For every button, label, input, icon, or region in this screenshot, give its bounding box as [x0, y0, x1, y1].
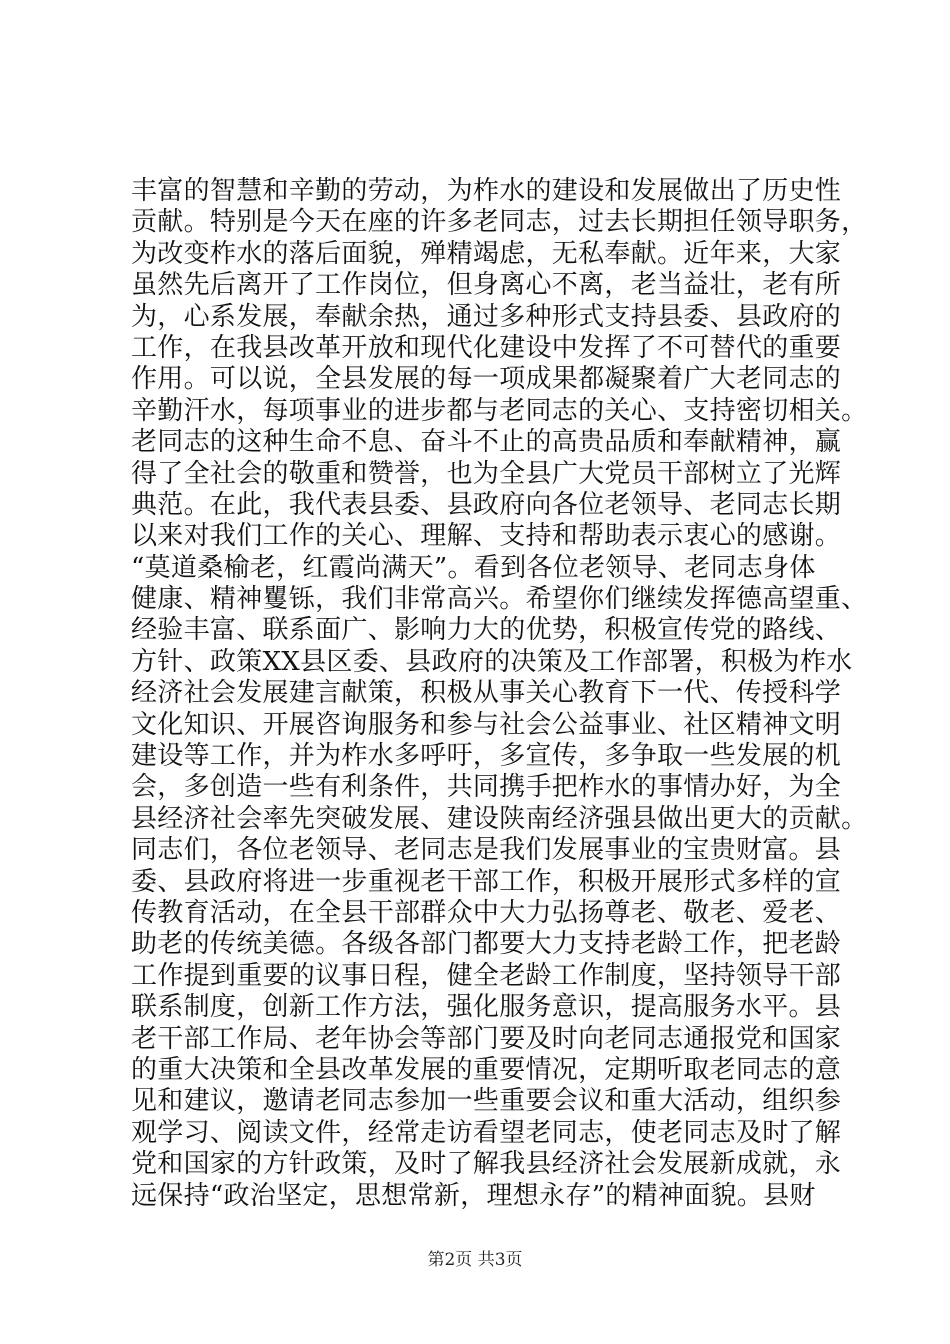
page-number-footer: 第2页 共3页: [427, 1250, 523, 1270]
text-line: 老干部工作局、老年协会等部门要及时向老同志通报党和国家: [131, 1023, 842, 1054]
text-line: 联系制度，创新工作方法，强化服务意识，提高服务水平。县: [131, 992, 842, 1023]
text-line: 方针、政策XX县区委、县政府的决策及工作部署，积极为柞水: [131, 646, 853, 677]
text-line: 贡献。特别是今天在座的许多老同志，过去长期担任领导职务，: [131, 207, 868, 238]
text-line: 传教育活动，在全县干部群众中大力弘扬尊老、敬老、爱老、: [131, 897, 842, 928]
text-line: 以来对我们工作的关心、理解、支持和帮助表示衷心的感谢。: [131, 521, 842, 552]
text-line: 工作提到重要的议事日程，健全老龄工作制度，坚持领导干部: [131, 960, 842, 991]
text-line: “莫道桑榆老，红霞尚满天”。看到各位老领导、老同志身体: [131, 552, 816, 583]
text-line: 的重大决策和全县改革发展的重要情况，定期听取老同志的意: [131, 1054, 842, 1085]
text-line: 同志们，各位老领导、老同志是我们发展事业的宝贵财富。县: [131, 835, 842, 866]
text-line: 典范。在此，我代表县委、县政府向各位老领导、老同志长期: [131, 489, 842, 520]
text-line: 虽然先后离开了工作岗位，但身离心不离，老当益壮，老有所: [131, 270, 842, 301]
text-line: 为改变柞水的落后面貌，殚精竭虑，无私奉献。近年来，大家: [131, 238, 842, 269]
text-line: 观学习、阅读文件，经常走访看望老同志，使老同志及时了解: [131, 1117, 842, 1148]
text-line: 健康、精神矍铄，我们非常高兴。希望你们继续发挥德高望重、: [131, 584, 868, 615]
text-line: 远保持“政治坚定，思想常新，理想永存”的精神面貌。县财: [131, 1180, 816, 1211]
text-line: 助老的传统美德。各级各部门都要大力支持老龄工作，把老龄: [131, 929, 842, 960]
text-line: 见和建议，邀请老同志参加一些重要会议和重大活动，组织参: [131, 1086, 842, 1117]
text-line: 文化知识、开展咨询服务和参与社会公益事业、社区精神文明: [131, 709, 842, 740]
text-line: 经济社会发展建言献策，积极从事关心教育下一代、传授科学: [131, 678, 842, 709]
text-line: 老同志的这种生命不息、奋斗不止的高贵品质和奉献精神，赢: [131, 427, 842, 458]
text-line: 为，心系发展，奉献余热，通过多种形式支持县委、县政府的: [131, 301, 842, 332]
text-line: 丰富的智慧和辛勤的劳动，为柞水的建设和发展做出了历史性: [131, 176, 842, 206]
text-line: 得了全社会的敬重和赞誉，也为全县广大党员干部树立了光辉: [131, 458, 842, 489]
text-line: 辛勤汗水，每项事业的进步都与老同志的关心、支持密切相关。: [131, 395, 868, 426]
text-line: 经验丰富、联系面广、影响力大的优势，积极宣传党的路线、: [131, 615, 842, 646]
text-line: 作用。可以说，全县发展的每一项成果都凝聚着广大老同志的: [131, 364, 842, 395]
text-line: 委、县政府将进一步重视老干部工作，积极开展形式多样的宣: [131, 866, 842, 897]
text-line: 县经济社会率先突破发展、建设陕南经济强县做出更大的贡献。: [131, 803, 868, 834]
text-line: 工作，在我县改革开放和现代化建设中发挥了不可替代的重要: [131, 332, 842, 363]
text-line: 会，多创造一些有利条件，共同携手把柞水的事情办好，为全: [131, 772, 842, 803]
text-line: 建设等工作，并为柞水多呼吁，多宣传，多争取一些发展的机: [131, 741, 842, 772]
body-text: [131, 176, 868, 1212]
text-line: 党和国家的方针政策，及时了解我县经济社会发展新成就，永: [131, 1149, 842, 1180]
